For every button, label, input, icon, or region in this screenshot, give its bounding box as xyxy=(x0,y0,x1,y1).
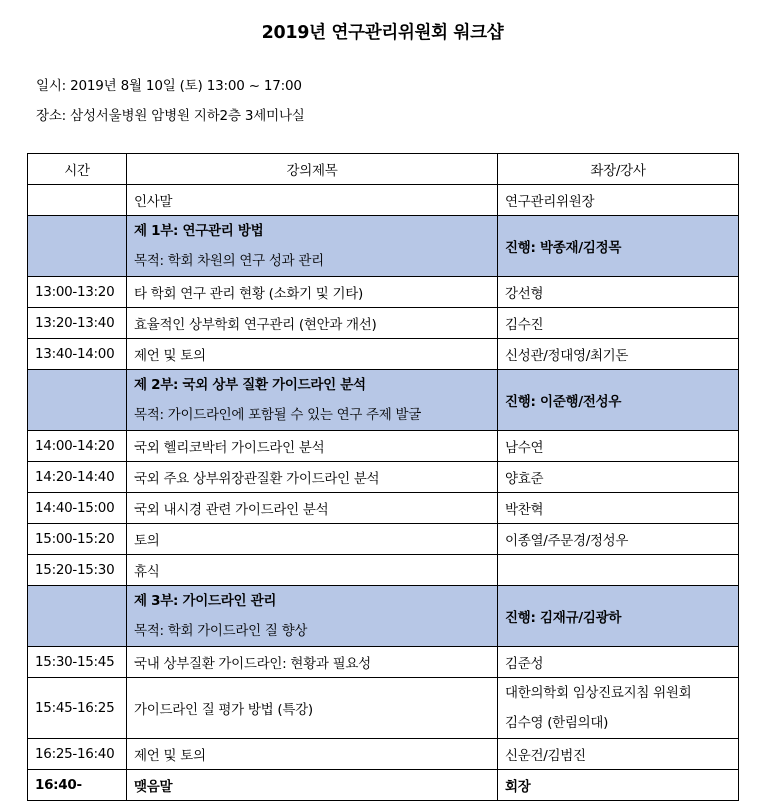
table-row xyxy=(28,431,739,462)
row-subject: 제언 및 토의 xyxy=(127,739,498,770)
place-line: 장소: 삼성서울병원 암병원 지하2층 3세미나실 xyxy=(36,108,305,124)
row-subject: 국외 주요 상부위장관질환 가이드라인 분석 xyxy=(127,462,498,493)
table-row xyxy=(28,739,739,770)
table-row xyxy=(28,555,739,586)
row-time: 13:40-14:00 xyxy=(28,339,127,370)
table-row xyxy=(28,277,739,308)
row-time: 16:25-16:40 xyxy=(28,739,127,770)
part-3-header-row xyxy=(28,586,739,647)
part-2-title-cell xyxy=(127,370,498,431)
row-subject: 가이드라인 질 평가 방법 (특강) xyxy=(127,678,498,739)
part-2-chair: 진행: 이준행/전성우 xyxy=(498,370,739,431)
part-2-goal: 목적: 가이드라인에 포함될 수 있는 연구 주제 발굴 xyxy=(134,407,422,423)
row-speaker: 남수연 xyxy=(498,431,739,462)
date-line: 일시: 2019년 8월 10일 (토) 13:00 ~ 17:00 xyxy=(36,78,302,94)
row-speaker-line-1: 대한의학회 임상진료지침 위원회 xyxy=(505,685,692,701)
row-subject: 휴식 xyxy=(127,555,498,586)
opening-time xyxy=(28,185,127,216)
part-2-time-cell xyxy=(28,370,127,431)
table-row xyxy=(28,647,739,678)
closing-time: 16:40- xyxy=(28,770,127,801)
table-row xyxy=(28,308,739,339)
page-title: 2019년 연구관리위원회 워크샵 xyxy=(261,23,504,43)
closing-subject: 맺음말 xyxy=(127,770,498,801)
part-1-header-row xyxy=(28,216,739,277)
row-time: 15:00-15:20 xyxy=(28,524,127,555)
row-subject: 토의 xyxy=(127,524,498,555)
opening-row xyxy=(28,185,739,216)
row-time: 13:00-13:20 xyxy=(28,277,127,308)
row-subject: 국외 내시경 관련 가이드라인 분석 xyxy=(127,493,498,524)
part-3-title: 제 3부: 가이드라인 관리 xyxy=(134,593,277,609)
row-time: 14:40-15:00 xyxy=(28,493,127,524)
part-3-time-cell xyxy=(28,586,127,647)
row-time: 13:20-13:40 xyxy=(28,308,127,339)
opening-subject: 인사말 xyxy=(127,185,498,216)
closing-row xyxy=(28,770,739,801)
schedule-table xyxy=(27,153,739,801)
row-subject: 국외 헬리코박터 가이드라인 분석 xyxy=(127,431,498,462)
header-speaker: 좌장/강사 xyxy=(498,154,739,185)
row-time: 15:45-16:25 xyxy=(28,678,127,739)
row-subject: 국내 상부질환 가이드라인: 현황과 필요성 xyxy=(127,647,498,678)
row-speaker: 박찬혁 xyxy=(498,493,739,524)
part-3-chair: 진행: 김재규/김광하 xyxy=(498,586,739,647)
row-time: 15:30-15:45 xyxy=(28,647,127,678)
part-3-title-cell xyxy=(127,586,498,647)
header-subject: 강의제목 xyxy=(127,154,498,185)
row-speaker: 강선형 xyxy=(498,277,739,308)
row-time: 14:20-14:40 xyxy=(28,462,127,493)
table-row xyxy=(28,339,739,370)
row-speaker xyxy=(498,678,739,739)
table-row xyxy=(28,524,739,555)
header-time: 시간 xyxy=(28,154,127,185)
part-1-chair: 진행: 박종재/김정목 xyxy=(498,216,739,277)
table-row xyxy=(28,678,739,739)
row-speaker: 김준성 xyxy=(498,647,739,678)
row-speaker: 김수진 xyxy=(498,308,739,339)
part-1-title: 제 1부: 연구관리 방법 xyxy=(134,223,264,239)
part-1-time-cell xyxy=(28,216,127,277)
row-speaker: 신성관/정대영/최기돈 xyxy=(498,339,739,370)
part-2-title: 제 2부: 국외 상부 질환 가이드라인 분석 xyxy=(134,377,366,393)
row-time: 14:00-14:20 xyxy=(28,431,127,462)
part-2-header-row xyxy=(28,370,739,431)
row-speaker: 양효준 xyxy=(498,462,739,493)
row-speaker xyxy=(498,555,739,586)
part-1-goal: 목적: 학회 차원의 연구 성과 관리 xyxy=(134,253,324,269)
row-subject: 타 학회 연구 관리 현황 (소화기 및 기타) xyxy=(127,277,498,308)
row-subject: 효율적인 상부학회 연구관리 (현안과 개선) xyxy=(127,308,498,339)
row-speaker: 신운건/김범진 xyxy=(498,739,739,770)
row-speaker: 이종열/주문경/정성우 xyxy=(498,524,739,555)
header-row xyxy=(28,154,739,185)
row-subject: 제언 및 토의 xyxy=(127,339,498,370)
table-row xyxy=(28,462,739,493)
table-row xyxy=(28,493,739,524)
row-time: 15:20-15:30 xyxy=(28,555,127,586)
opening-speaker: 연구관리위원장 xyxy=(498,185,739,216)
row-speaker-line-2: 김수영 (한림의대) xyxy=(505,715,609,731)
part-3-goal: 목적: 학회 가이드라인 질 향상 xyxy=(134,623,308,639)
closing-speaker: 회장 xyxy=(498,770,739,801)
part-1-title-cell xyxy=(127,216,498,277)
